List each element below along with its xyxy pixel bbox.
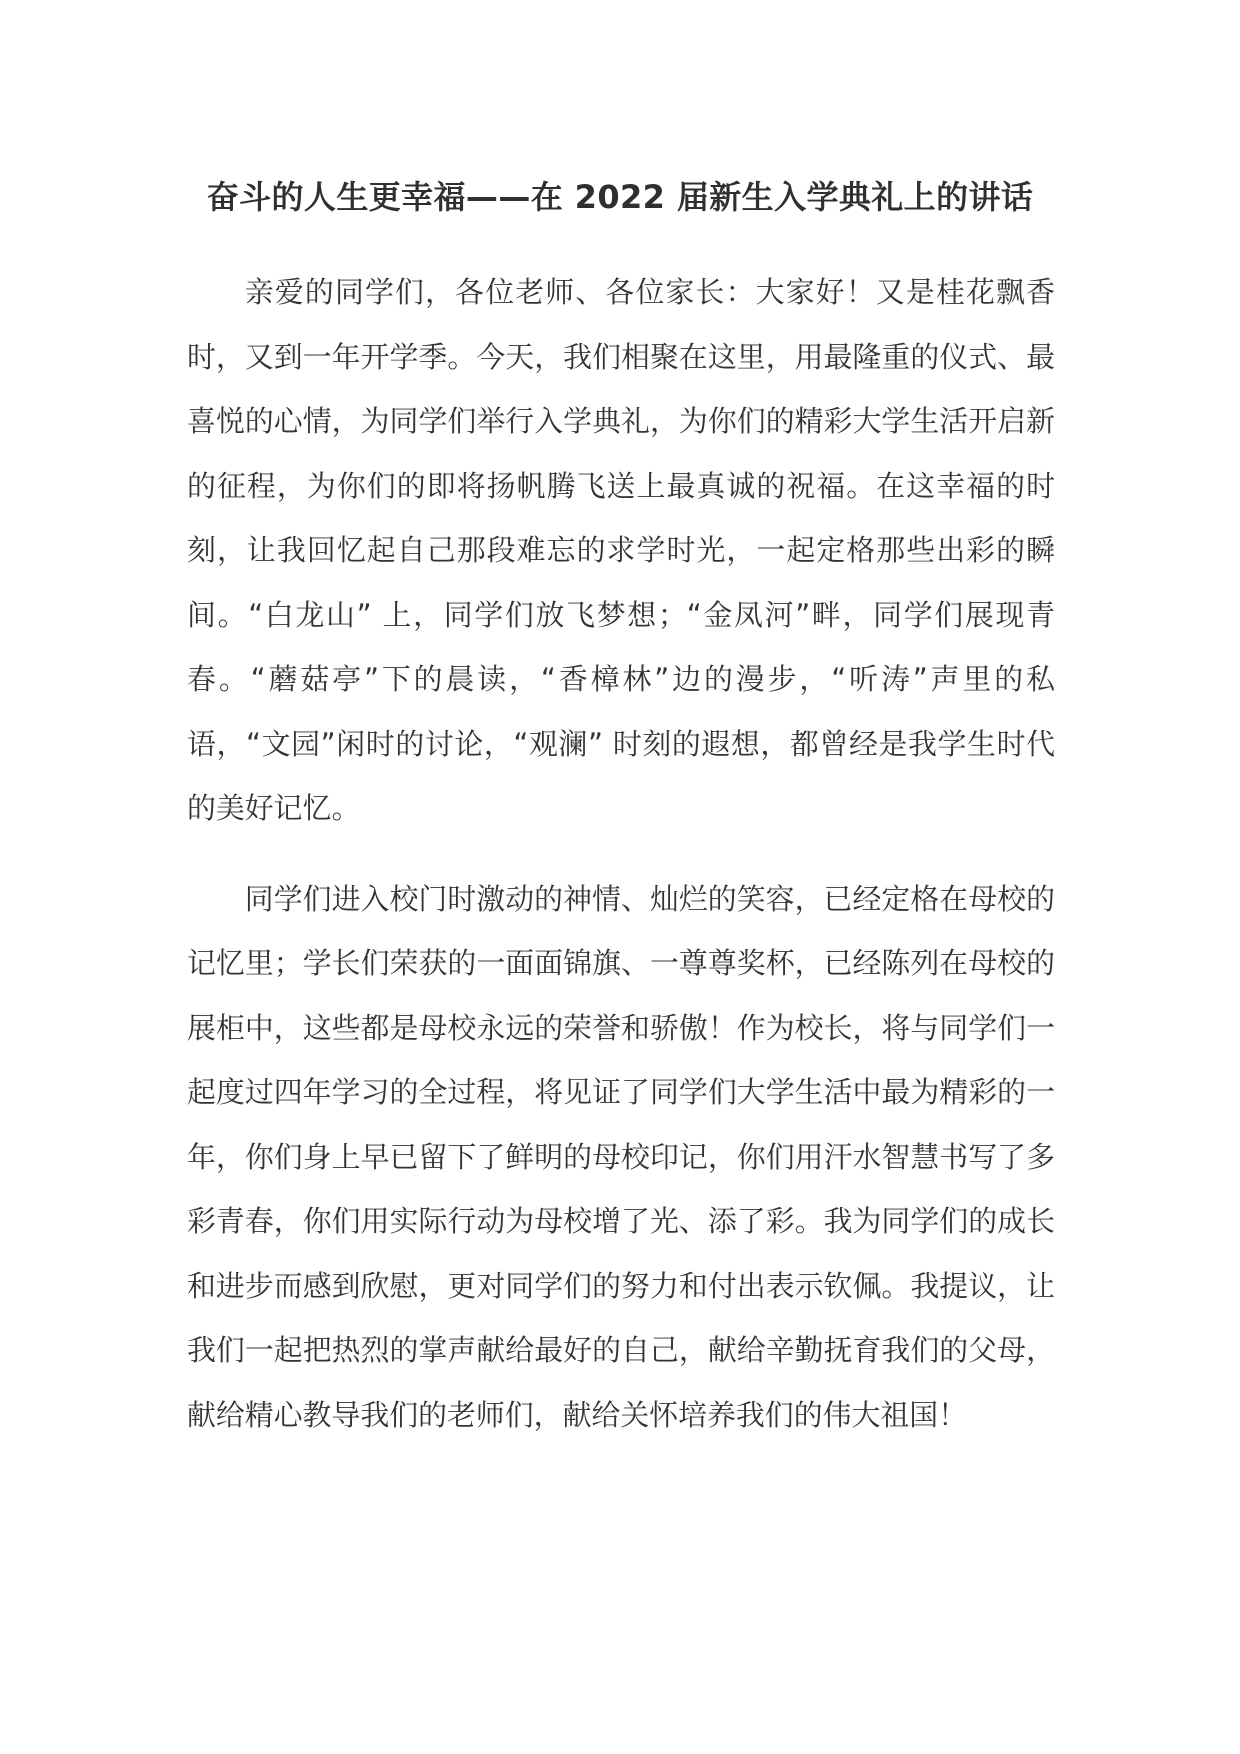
paragraph-1: 亲爱的同学们，各位老师、各位家长：大家好！又是桂花飘香时，又到一年开学季。今天，我们相聚在这里，用最隆重的仪式、最喜悦的心情，为同学们举行入学典礼，为你们的精彩大学生活开启新的征程，为你们的即将扬帆腾飞送上最真诚的祝福。在这幸福的时刻，让我回忆起自己那段难忘的求学时光，一起定格那些出彩的瞬间。“白龙山” 上，同学们放飞梦想；“金凤河”畔，同学们展现青春。“蘑菇亭”下的晨读，“香樟林”边的漫步，“听涛”声里的私语，“文园”闲时的讨论，“观澜” 时刻的遐想，都曾经是我学生时代的美好记忆。 [187,275,1055,825]
paragraph-2: 同学们进入校门时激动的神情、灿烂的笑容，已经定格在母校的记忆里；学长们荣获的一面面锦旗、一尊尊奖杯，已经陈列在母校的展柜中，这些都是母校永远的荣誉和骄傲！作为校长，将与同学们一起度过四年学习的全过程，将见证了同学们大学生活中最为精彩的一年，你们身上早已留下了鲜明的母校印记，你们用汗水智慧书写了多彩青春，你们用实际行动为母校增了光、添了彩。我为同学们的成长和进步而感到欣慰，更对同学们的努力和付出表示钦佩。我提议，让我们一起把热烈的掌声献给最好的自己，献给辛勤抚育我们的父母，献给精心教导我们的老师们，献给关怀培养我们的伟大祖国！ [187,881,1055,1432]
document-title: 奋斗的人生更幸福——在 2022 届新生入学典礼上的讲话 [206,178,1034,216]
document-body [187,260,1055,1447]
